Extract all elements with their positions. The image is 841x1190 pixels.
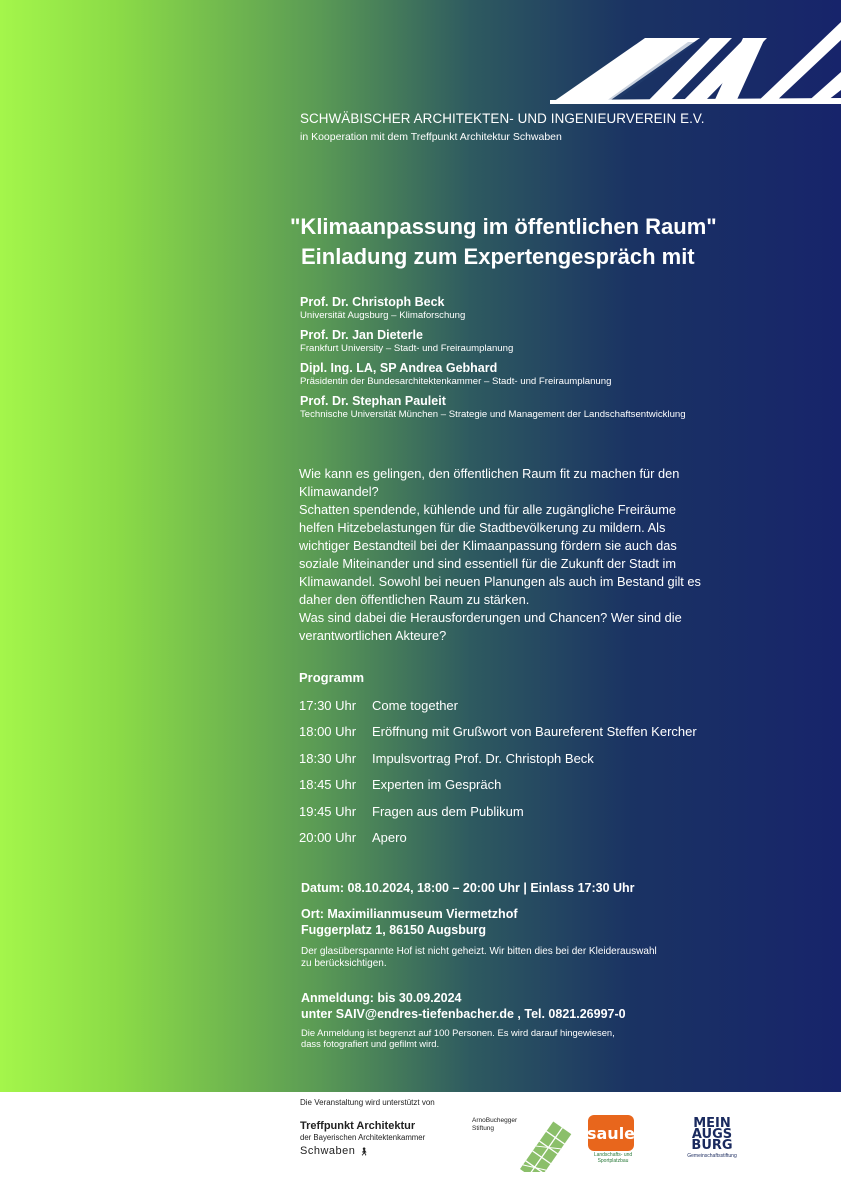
- program-list: [299, 697, 769, 855]
- mein-line: AUGS: [691, 1127, 733, 1142]
- intro-line: Klimawandel. Sowohl bei neuen Planungen als auch im Bestand gilt es: [299, 574, 701, 589]
- program-label: Fragen aus dem Publikum: [372, 803, 524, 819]
- mein-subtitle: Gemeinschaftsstiftung: [687, 1153, 737, 1159]
- program-label: Apero: [372, 829, 407, 845]
- taa-region: [300, 1145, 425, 1157]
- sponsor-bar: [0, 1092, 841, 1190]
- speaker-name: Prof. Dr. Stephan Pauleit: [300, 394, 446, 408]
- mein-line: MEIN: [693, 1116, 731, 1131]
- speaker-name: Prof. Dr. Christoph Beck: [300, 295, 445, 309]
- speaker-role: Universität Augsburg – Klimaforschung: [300, 310, 466, 321]
- speaker-item: [300, 361, 820, 388]
- taa-subtitle: der Bayerischen Architektenkammer: [300, 1133, 426, 1142]
- arno-line: ArnoBuchegger: [472, 1117, 518, 1124]
- saule-sub-line: Sportplatzbau: [597, 1158, 629, 1164]
- event-date: Datum: 08.10.2024, 18:00 – 20:00 Uhr | Einlass 17:30 Uhr: [301, 881, 635, 895]
- heating-note: [301, 946, 821, 970]
- program-item: [299, 776, 769, 802]
- registration-info: [301, 990, 821, 1022]
- intro-line: helfen Hitzebelastungen für die Stadtbevölkerung zu mildern. Als: [299, 520, 666, 535]
- program-item: [299, 750, 769, 776]
- saiv-logo: [550, 0, 841, 104]
- mein-line: BURG: [691, 1138, 733, 1153]
- program-item: [299, 697, 769, 723]
- intro-line: wichtiger Bestandteil bei der Klimaanpassung fördern sie auch das: [299, 538, 677, 553]
- speaker-item: [300, 295, 820, 322]
- program-label: Come together: [372, 698, 458, 713]
- program-item: [299, 829, 769, 855]
- saule-wordmark: saule: [588, 1115, 634, 1151]
- program-time: 18:00 Uhr: [299, 724, 357, 740]
- note-line: Der glasüberspannte Hof ist nicht geheizt. Wir bitten dies bei der Kleiderauswahl: [301, 946, 657, 957]
- intro-line: Klimawandel?: [299, 484, 379, 499]
- program-time: 20:00 Uhr: [299, 829, 357, 845]
- people-figures-icon: 🚶︎: [358, 1147, 372, 1156]
- registration-deadline: Anmeldung: bis 30.09.2024: [301, 991, 462, 1005]
- location-line: Fuggerplatz 1, 86150 Augsburg: [301, 923, 486, 937]
- program-item: [299, 723, 769, 749]
- program-heading: Programm: [299, 670, 365, 685]
- taa-name: Treffpunkt Architektur: [300, 1120, 416, 1132]
- intro-line: daher den öffentlichen Raum zu stärken.: [299, 592, 530, 607]
- event-location: [301, 906, 821, 938]
- speaker-list: [300, 295, 820, 427]
- note-line: Die Anmeldung ist begrenzt auf 100 Personen. Es wird darauf hingewiesen,: [301, 1027, 615, 1038]
- speaker-role: Technische Universität München – Strategie und Management der Landschaftsentwicklung: [300, 409, 686, 420]
- taa-region-text: Schwaben: [300, 1145, 356, 1157]
- program-time: 18:30 Uhr: [299, 750, 357, 766]
- arno-line: Stiftung: [472, 1125, 495, 1132]
- registration-contact[interactable]: unter SAIV@endres-tiefenbacher.de , Tel. 0821.26997-0: [301, 1007, 626, 1021]
- intro-text: [299, 465, 749, 645]
- association-name: SCHWÄBISCHER ARCHITEKTEN- UND INGENIEURVEREIN E.V.: [300, 111, 705, 126]
- treffpunkt-architektur-logo: [300, 1120, 425, 1157]
- mein-augsburg-logo: [678, 1118, 746, 1159]
- intro-line: Schatten spendende, kühlende und für alle zugängliche Freiräume: [299, 502, 677, 517]
- program-item: [299, 803, 769, 829]
- program-time: 18:45 Uhr: [299, 777, 357, 793]
- speaker-item: [300, 328, 820, 355]
- event-details: [301, 880, 821, 1049]
- location-line: Ort: Maximilianmuseum Viermetzhof: [301, 907, 518, 921]
- page-title: [290, 212, 717, 272]
- saule-subtitle: [588, 1152, 638, 1164]
- program-label: Eröffnung mit Grußwort von Baureferent Steffen Kercher: [372, 724, 697, 740]
- speaker-item: [300, 394, 820, 421]
- arno-tile-icon: [502, 1117, 582, 1172]
- intro-line: soziale Miteinander und sind essentiell für die Zukunft der Stadt im: [299, 556, 676, 571]
- program-label: Impulsvortrag Prof. Dr. Christoph Beck: [372, 750, 594, 766]
- speaker-name: Dipl. Ing. LA, SP Andrea Gebhard: [300, 361, 498, 375]
- program-label: Experten im Gespräch: [372, 777, 502, 793]
- speaker-name: Prof. Dr. Jan Dieterle: [300, 328, 423, 342]
- program-time: 19:45 Uhr: [299, 803, 357, 819]
- registration-note: [301, 1027, 821, 1049]
- sponsor-heading: Die Veranstaltung wird unterstützt von: [300, 1098, 435, 1107]
- cooperation-line: in Kooperation mit dem Treffpunkt Architektur Schwaben: [300, 131, 562, 143]
- program-time: 17:30 Uhr: [299, 698, 357, 713]
- saule-logo: [588, 1115, 638, 1164]
- intro-line: Wie kann es gelingen, den öffentlichen Raum fit zu machen für den: [299, 466, 680, 481]
- speaker-role: Frankfurt University – Stadt- und Freiraumplanung: [300, 343, 514, 354]
- title-line-1: "Klimaanpassung im öffentlichen Raum": [290, 214, 717, 239]
- saule-sub-line: Landschafts- und: [593, 1152, 633, 1158]
- note-line: zu berücksichtigen.: [301, 958, 387, 969]
- speaker-role: Präsidentin der Bundesarchitektenkammer – Stadt- und Freiraumplanung: [300, 376, 612, 387]
- intro-line: Was sind dabei die Herausforderungen und Chancen? Wer sind die: [299, 610, 682, 625]
- title-line-2: Einladung zum Expertengespräch mit: [301, 244, 695, 269]
- intro-line: verantwortlichen Akteure?: [299, 628, 447, 643]
- note-line: dass fotografiert und gefilmt wird.: [301, 1038, 440, 1049]
